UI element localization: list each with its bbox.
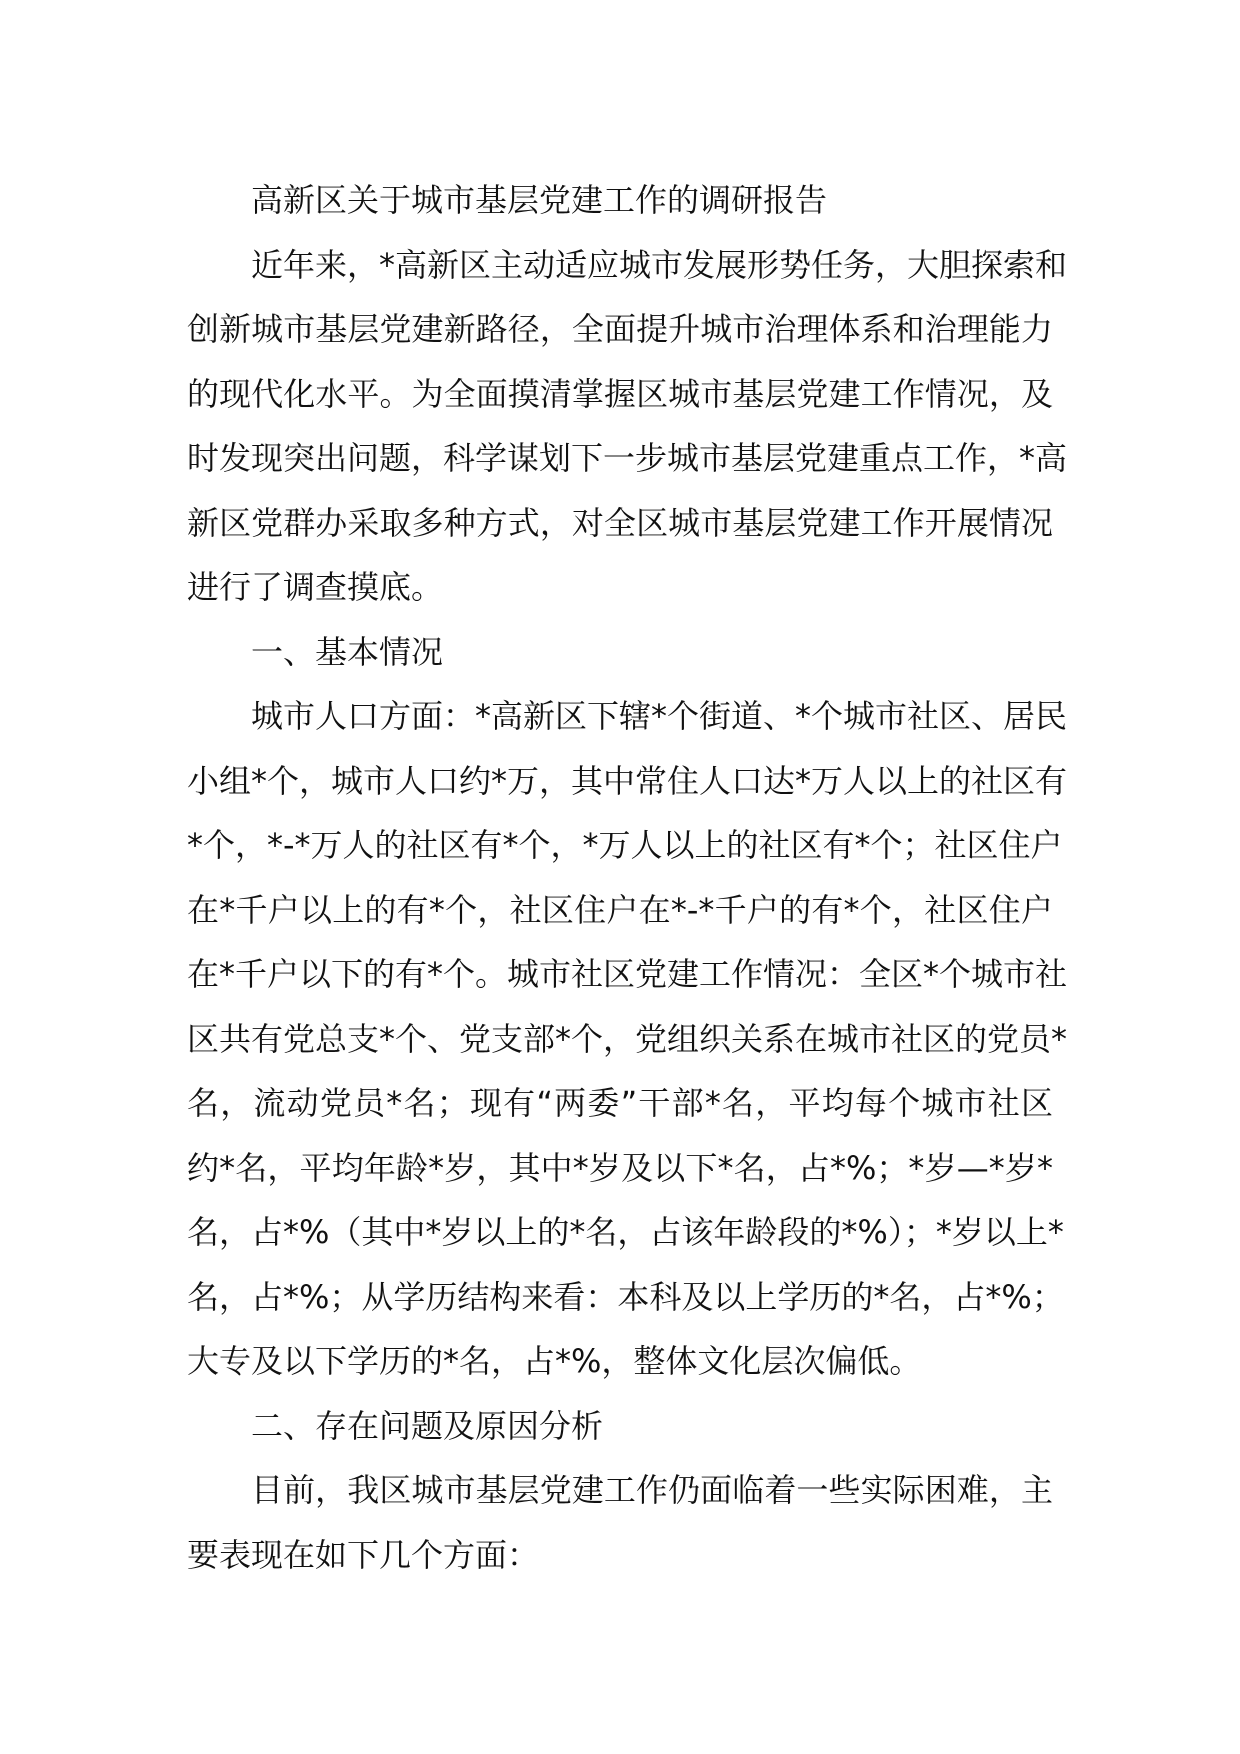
document-body — [187, 168, 1068, 1587]
paragraph-line: 名，流动党员*名；现有“两委”干部*名，平均每个城市社区 — [187, 1084, 1053, 1122]
paragraph-line: 小组*个，城市人口约*万，其中常住人口达*万人以上的社区有 — [187, 761, 1068, 800]
intro-line: 新区党群办采取多种方式，对全区城市基层党建工作开展情况 — [187, 503, 1053, 542]
section-heading-basic: 一、基本情况 — [251, 632, 444, 671]
paragraph-line: 在*千户以上的有*个，社区住户在*-*千户的有*个，社区住户 — [187, 890, 1053, 929]
paragraph-line: 大专及以下学历的*名，占*%，整体文化层次偏低。 — [187, 1342, 922, 1380]
paragraph-line: *个，*-*万人的社区有*个，*万人以上的社区有*个；社区住户 — [187, 826, 1063, 864]
paragraph-line: 名，占*%（其中*岁以上的*名，占该年龄段的*%）；*岁以上* — [187, 1213, 1064, 1251]
document-title: 高新区关于城市基层党建工作的调研报告 — [251, 181, 828, 219]
problems-paragraph — [187, 1458, 1053, 1587]
paragraph-line: 区共有党总支*个、党支部*个，党组织关系在城市社区的党员* — [187, 1019, 1068, 1058]
intro-line: 创新城市基层党建新路径，全面提升城市治理体系和治理能力 — [187, 310, 1053, 348]
intro-line: 时发现突出问题，科学谋划下一步城市基层党建重点工作，*高 — [187, 439, 1068, 477]
paragraph-line: 约*名，平均年龄*岁，其中*岁及以下*名，占*%；*岁—*岁* — [187, 1148, 1053, 1187]
section-heading-problems: 二、存在问题及原因分析 — [251, 1406, 604, 1445]
paragraph-line: 名，占*%；从学历结构来看：本科及以上学历的*名，占*%； — [187, 1277, 1064, 1316]
paragraph-line: 城市人口方面：*高新区下辖*个街道、*个城市社区、居民 — [251, 697, 1068, 735]
paragraph-line: 要表现在如下几个方面： — [187, 1535, 540, 1574]
paragraph-line: 目前，我区城市基层党建工作仍面临着一些实际困难，主 — [251, 1471, 1053, 1509]
paragraph-line: 在*千户以下的有*个。城市社区党建工作情况：全区*个城市社 — [187, 955, 1068, 993]
intro-line: 进行了调查摸底。 — [187, 568, 444, 606]
intro-paragraph — [187, 233, 1068, 620]
intro-line: 的现代化水平。为全面摸清掌握区城市基层党建工作情况，及 — [187, 374, 1053, 413]
intro-line: 近年来，*高新区主动适应城市发展形势任务，大胆探索和 — [251, 245, 1068, 284]
basic-situation-paragraph — [187, 684, 1068, 1394]
